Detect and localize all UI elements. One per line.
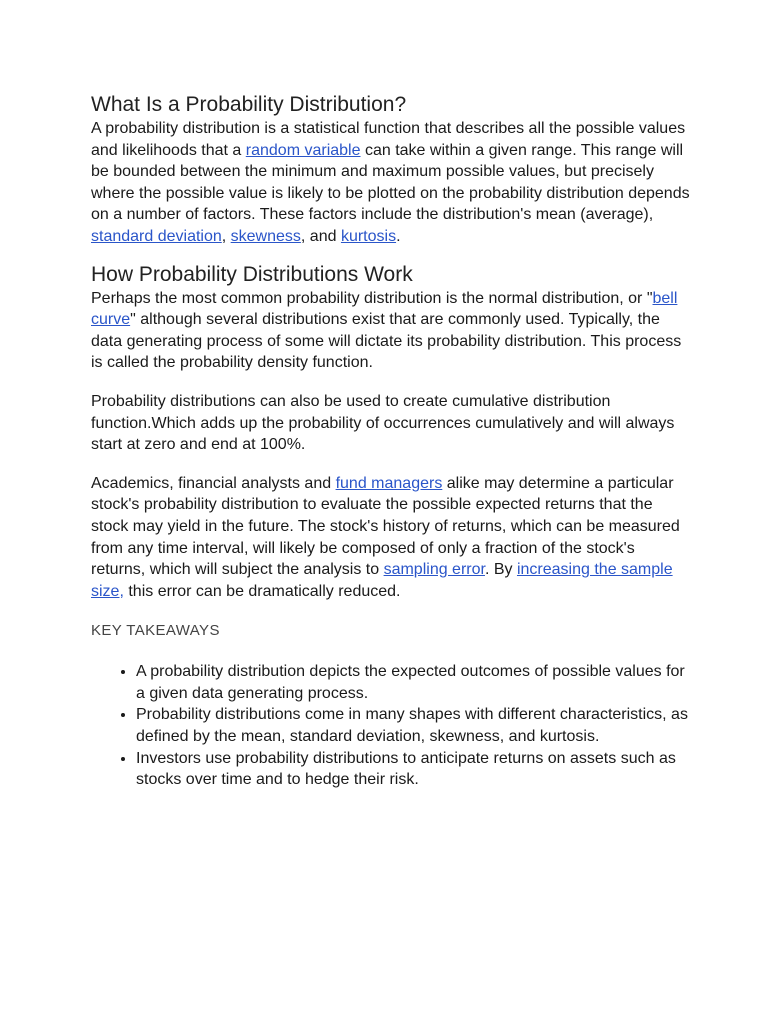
link-random-variable[interactable]: random variable [245,141,361,159]
text-segment: . By [484,561,517,579]
paragraph-normal-distribution [91,288,691,374]
link-fund-managers[interactable]: fund managers [335,474,443,492]
text-segment: " although several distributions exist that are commonly used. Typically, the data generating process of some will dictate its probability distribution. This process is called the probability density function. [91,311,682,372]
document-page [91,92,691,791]
text-segment: alike may determine a particular stock's probability distribution to evaluate the possible expected returns that the stock may yield in the future. The stock's history of returns, which can be measured from any time interval, will likely be composed of only a fraction of the stock's returns, which will subject the analysis to [91,474,680,579]
link-bell-curve[interactable]: bell curve [91,289,678,329]
link-skewness[interactable]: skewness [230,227,301,245]
text-segment: Perhaps the most common probability distribution is the normal distribution, or " [91,289,653,307]
heading-how-it-works: How Probability Distributions Work [91,262,413,286]
link-kurtosis[interactable]: kurtosis [340,227,397,245]
text-segment: A probability distribution is a statistical function that describes all the possible values and likelihoods that a [91,120,686,159]
paragraph-definition [91,118,691,248]
paragraph-cumulative: Probability distributions can also be used to create cumulative distribution function.Which adds up the probability of occurrences cumulatively and will always start at zero and end at 100%. [91,392,675,454]
key-takeaways-label: KEY TAKEAWAYS [91,622,220,640]
link-sampling-error[interactable]: sampling error [383,561,485,579]
text-segment: Academics, financial analysts and [91,474,336,492]
text-segment: , and [300,227,341,245]
key-takeaways-list [91,661,691,791]
text-segment: , [221,227,231,245]
list-item: • Investors use probability distributions to anticipate returns on assets such as stocks over time and to hedge their risk. [136,748,691,791]
heading-what-is: What Is a Probability Distribution? [91,93,407,116]
link-increasing-sample-size[interactable]: increasing the sample size, [91,561,673,600]
list-item: • Probability distributions come in many shapes with different characteristics, as defined by the mean, standard deviation, skewness, and kurtosis. [136,704,691,747]
text-segment: can take within a given range. This range will be bounded between the minimum and maximum possible values, but precisely where the possible value is likely to be plotted on the probability distribution depends on a number of factors. These factors include the distribution's mean (average), [91,141,690,224]
list-item: • A probability distribution depicts the expected outcomes of possible values for a given data generating process. [136,661,691,704]
link-standard-deviation[interactable]: standard deviation [91,227,222,245]
paragraph-analysts [91,473,691,603]
text-segment: this error can be dramatically reduced. [123,582,401,600]
text-segment: . [396,227,401,245]
